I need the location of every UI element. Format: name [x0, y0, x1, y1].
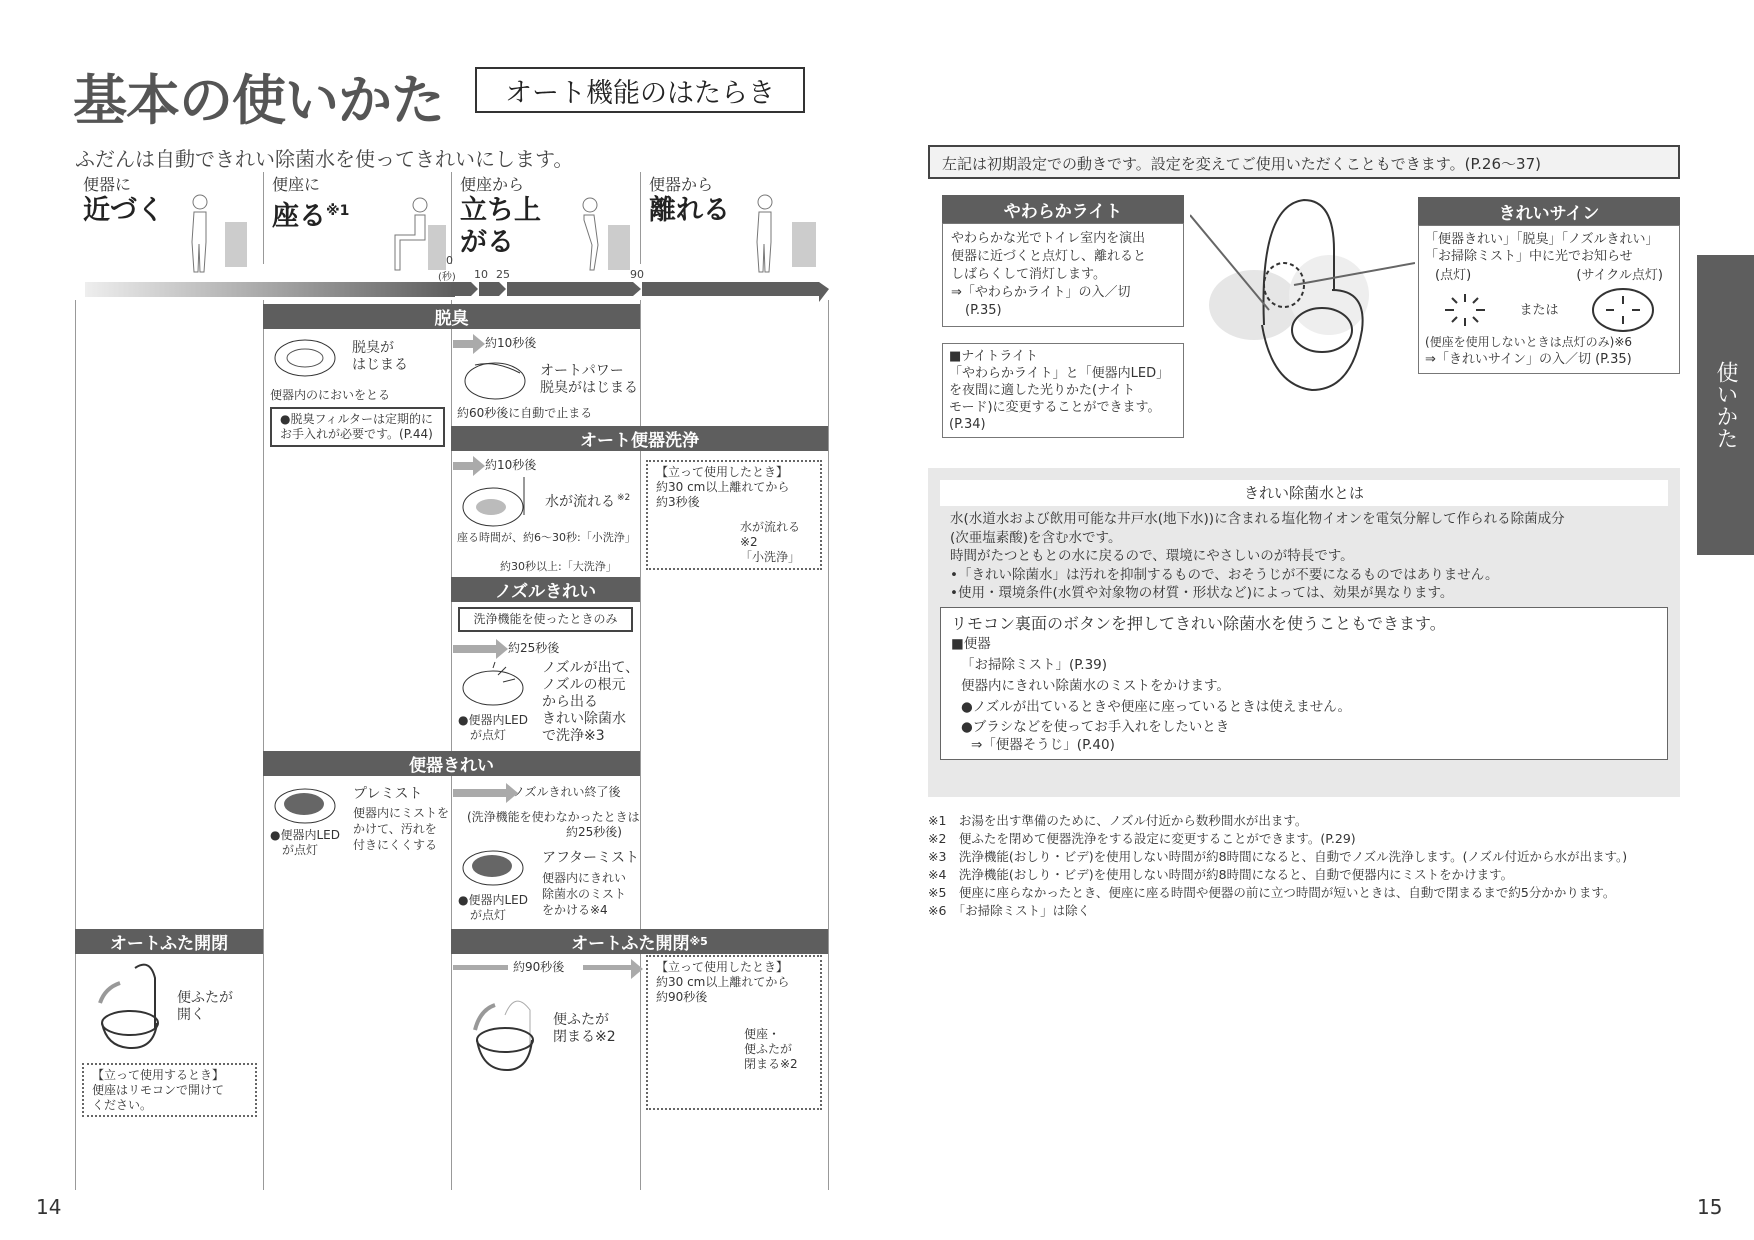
text: ●便器内LED [270, 828, 340, 842]
text: プレミスト [353, 786, 423, 802]
remote-box [940, 607, 1668, 760]
text: 約25秒後 [508, 641, 560, 655]
text: 「やわらかライト」と「便器内LED」 [949, 366, 1170, 381]
footnote: ※2 便ふたを閉めて便器洗浄をする設定に変更することができます。(P.29) [928, 831, 1356, 846]
phase-big: 近づく [83, 195, 164, 226]
text: アフターミスト [542, 850, 640, 866]
toilet-seat-icon [270, 333, 350, 388]
soft-light-header: やわらかライト [942, 195, 1184, 223]
standing-lid-close-note [646, 955, 822, 1110]
toilet-bowl-icon [458, 474, 538, 530]
text: 便器内のにおいをとる [270, 388, 391, 402]
text: 座る時間が、約6～30秒:「小洗浄」 [457, 531, 636, 544]
phase-small: 便座から [460, 175, 525, 194]
arrow [453, 462, 475, 470]
phase-big: 離れる [649, 195, 730, 226]
text: が点灯 [282, 843, 319, 857]
text: 約30秒以上:「大洗浄」 [500, 560, 617, 573]
text: ■ナイトライト [949, 349, 1038, 364]
text: から出る [542, 694, 598, 710]
text: ⇒「きれいサイン」の入／切 (P.35) [1425, 352, 1632, 367]
text: 「お掃除ミスト」(P.39) [961, 656, 1108, 673]
text: をかける※4 [542, 903, 608, 917]
lid-open-icon [95, 958, 170, 1053]
text: ●ノズルが出ているときや便座に座っているときは使えません。 [961, 698, 1352, 715]
text: 便器内にきれい [542, 871, 627, 885]
text: (次亜塩素酸)を含む水です。 [950, 529, 1122, 546]
text: ノズルの根元 [542, 677, 626, 693]
text: •「きれい除菌水」は汚れを抑制するもので、おそうじが不要になるものではありません。 [950, 566, 1499, 583]
arrow-line [453, 965, 508, 970]
text: を夜間に適した光りかた(ナイト [949, 383, 1136, 398]
text: しばらくして消灯します。 [951, 267, 1106, 282]
footnotes [928, 812, 1708, 920]
footnote-ref: ※5 [689, 935, 708, 948]
text: (P.35) [965, 303, 1002, 318]
text: ⇒「やわらかライト」の入／切 [951, 285, 1131, 300]
footnote: ※4 洗浄機能(おしり・ビデ)を使用しない時間が約8時間になると、自動で便器内にミストをかけます。 [928, 867, 1514, 882]
nozzle-icon [458, 660, 538, 710]
text: (P.34) [949, 417, 986, 432]
text: きれい除菌水 [542, 711, 626, 727]
text: (点灯) [1435, 268, 1472, 283]
section-bar-deodorize: 脱臭 [263, 304, 640, 329]
page-title: 基本の使いかた [73, 69, 444, 132]
text: 閉まる※2 [744, 1057, 798, 1071]
light-cycle-icon [1588, 286, 1658, 334]
text: ●便器内LED [458, 713, 528, 727]
text: 「お掃除ミスト」中に光でお知らせ [1425, 249, 1633, 264]
footnote: ※6 「お掃除ミスト」は除く [928, 903, 1091, 918]
text: 便ふたが [744, 1042, 793, 1056]
text: 便座はリモコンで開けて [92, 1083, 225, 1097]
phase-small: 便器から [649, 175, 714, 194]
text: •使用・環境条件(水質や対象物の材質・形状など)によっては、効果が異なります。 [950, 585, 1454, 601]
text: オートパワー [540, 363, 624, 379]
phase-small: 便座に [272, 175, 321, 194]
light-on-icon [1440, 290, 1490, 330]
footnote: ※5 便座に座らなかったとき、便座に座る時間や便器の前に立つ時間が短いときは、自動で閉まるまで約5分かかります。 [928, 885, 1616, 900]
text: リモコン裏面のボタンを押してきれい除菌水を使うこともできます。 [951, 613, 1446, 633]
section-bar-auto-flush: オート便器洗浄 [451, 426, 828, 451]
toilet-seat-icon [460, 355, 540, 407]
footnote: ※3 洗浄機能(おしり・ビデ)を使用しない時間が約8時間になると、自動でノズル洗浄します。(ノズル付近から水が出ます。) [928, 849, 1628, 864]
text: 約10秒後 [485, 458, 537, 472]
tick-90: 90 [630, 268, 644, 281]
text: ノズルが出て、 [542, 660, 640, 676]
settings-note: 左記は初期設定での動きです。設定を変えてご使用いただくこともできます。(P.26～37) [928, 145, 1680, 179]
text: 脱臭がはじまる [540, 380, 638, 396]
arrow [453, 645, 498, 653]
clean-water-header: きれい除菌水とは [940, 480, 1668, 506]
text: 時間がたつともとの水に戻るので、環境にやさしいのが特長です。 [950, 548, 1354, 564]
text: 除菌水のミスト [542, 887, 627, 901]
arrow [583, 965, 633, 970]
section-title-box: オート機能のはたらき [475, 67, 805, 113]
footnote-ref: ※1 [326, 203, 350, 219]
page-number-left: 14 [36, 1195, 62, 1219]
filter-note: ●脱臭フィルターは定期的にお手入れが必要です。(P.44) [270, 407, 445, 447]
text: 便器内にミストを [353, 806, 450, 820]
side-tab[interactable]: 使いかた [1697, 255, 1754, 555]
timeline-bar [85, 282, 455, 297]
section-bar-bowl-clean: 便器きれい [263, 751, 640, 776]
clean-sign-box [1418, 225, 1680, 374]
text: 便ふたが [177, 990, 233, 1006]
condition-box: 洗浄機能を使ったときのみ [458, 607, 633, 632]
page-number-right: 15 [1697, 1195, 1723, 1219]
text: が点灯 [470, 908, 507, 922]
toilet-illustration [1190, 185, 1415, 400]
lid-close-icon [470, 985, 545, 1080]
text: 閉まる※2 [553, 1029, 616, 1045]
text: で洗浄※3 [542, 728, 605, 744]
text: 約30 cm以上離れてから [656, 975, 790, 989]
text: ください。 [92, 1098, 153, 1112]
arrow [453, 789, 508, 797]
text: 水(水道水および飲用可能な井戸水(地下水))に含まれる塩化物イオンを電気分解して作られる除菌成分 [950, 511, 1565, 527]
text: が点灯 [470, 728, 507, 742]
phase-small: 便器に [83, 175, 132, 194]
person-sitting-icon [390, 195, 450, 275]
column-divider [75, 300, 76, 1190]
text: 「小洗浄」 [740, 550, 801, 564]
text: 便ふたが [553, 1012, 609, 1028]
nozzle-desc [542, 660, 639, 745]
text: ■便器 [951, 635, 991, 652]
text: 約90秒後 [513, 960, 565, 974]
clean-water-desc [940, 506, 1668, 607]
text: モード)に変更することができます。 [949, 400, 1161, 415]
text: 約60秒後に自動で止まる [457, 406, 593, 420]
text: ●便器内LED [458, 893, 528, 907]
text: 約3秒後 [656, 495, 700, 509]
text: オートふた開閉 [571, 934, 690, 954]
text: 約10秒後 [485, 336, 537, 350]
footnote: ※1 お湯を出す準備のために、ノズル付近から数秒間水が出ます。 [928, 813, 1308, 828]
text: はじまる [352, 357, 408, 373]
text: かけて、汚れを [353, 822, 437, 836]
phase-big: 座る [272, 201, 326, 232]
person-leaving-icon [750, 190, 820, 280]
text: やわらかな光でトイレ室内を演出 [951, 231, 1146, 246]
text: 「便器きれい」「脱臭」「ノズルきれい」 [1425, 232, 1659, 247]
text: 便器内にきれい除菌水のミストをかけます。 [961, 677, 1230, 694]
standing-lid-note [82, 1063, 257, 1117]
soft-light-box [942, 223, 1184, 327]
person-standing-icon [180, 190, 250, 280]
text: 約30 cm以上離れてから [656, 480, 790, 494]
night-light-box [942, 343, 1184, 438]
tick-0: 0 [446, 254, 453, 267]
text: (サイクル点灯) [1576, 268, 1663, 283]
mist-icon [270, 780, 350, 830]
text: (便座を使用しないときは点灯のみ)※6 [1425, 335, 1633, 349]
intro-text: ふだんは自動できれい除菌水を使ってきれいにします。 [75, 147, 574, 171]
text: 【立って使用したとき】 [656, 960, 789, 974]
text: 開く [177, 1007, 205, 1023]
section-bar-auto-lid-open: オートふた開閉 [75, 929, 263, 954]
column-divider [828, 300, 829, 1190]
person-rising-icon [570, 195, 635, 275]
text: ⇒「便器そうじ」(P.40) [971, 736, 1115, 753]
section-bar-nozzle-clean: ノズルきれい [451, 577, 640, 602]
text: ●ブラシなどを使ってお手入れをしたいとき [961, 718, 1230, 735]
mist-icon [458, 842, 538, 892]
clean-water-panel [928, 468, 1680, 797]
clean-sign-header: きれいサイン [1418, 197, 1680, 225]
tick-unit: (秒) [438, 272, 456, 283]
text: 約25秒後) [566, 825, 622, 839]
arrow [453, 340, 475, 348]
text: 水が流れる [545, 494, 615, 510]
phase-big: 立ち上がる [460, 195, 541, 258]
text: 水が流れる※2 [740, 520, 801, 549]
column-divider [263, 300, 264, 1190]
text: ノズルきれい終了後 [513, 785, 621, 799]
text: 便器に近づくと点灯し、離れると [951, 249, 1147, 264]
text: 【立って使用したとき】 [656, 465, 789, 479]
text: 便座・ [744, 1027, 781, 1041]
text: 脱臭が [352, 340, 394, 356]
text: または [1519, 302, 1559, 318]
text: (洗浄機能を使わなかったときは [467, 810, 640, 824]
text: 【立って使用するとき】 [92, 1068, 225, 1082]
text: 付きにくくする [353, 838, 438, 852]
tick-10: 10 [474, 268, 488, 281]
standing-flush-note [646, 460, 822, 570]
tick-25: 25 [496, 268, 510, 281]
text: 約90秒後 [656, 990, 708, 1004]
section-bar-auto-lid-close [451, 929, 828, 954]
footnote-ref: ※2 [617, 493, 631, 503]
